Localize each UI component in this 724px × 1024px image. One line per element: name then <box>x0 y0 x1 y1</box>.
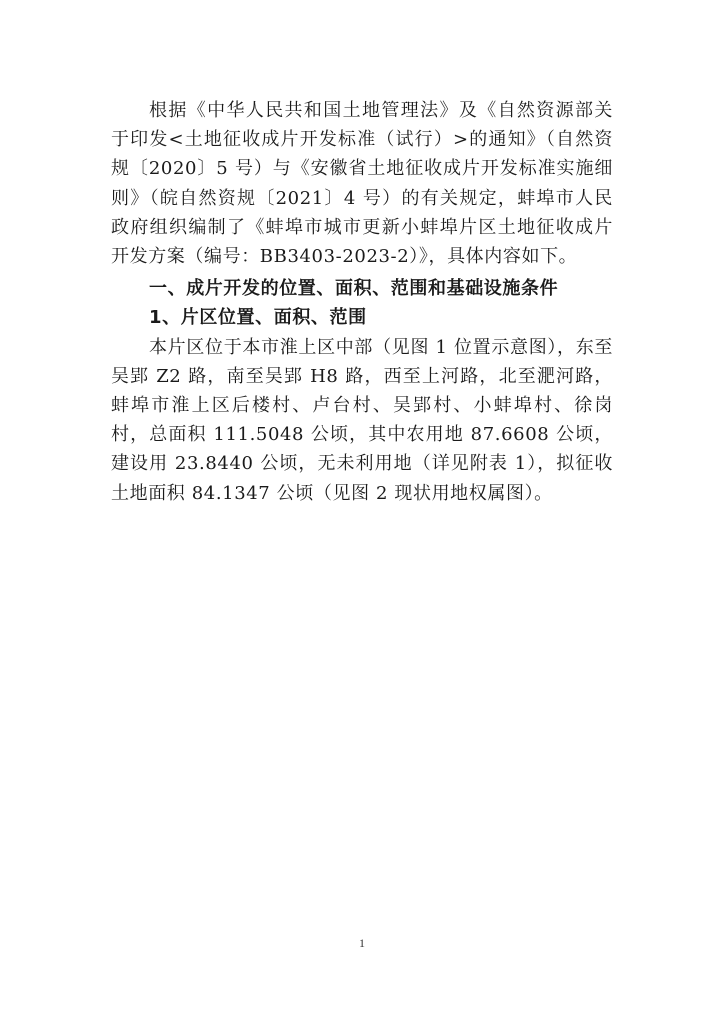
page-number: 1 <box>359 936 365 950</box>
location-paragraph: 本片区位于本市淮上区中部（见图 1 位置示意图），东至吴郢 Z2 路，南至吴郢 H8 路，西至上河路，北至淝河路，蚌埠市淮上区后楼村、卢台村、吴郢村、小蚌埠村、徐岗村，总面积 111.5048 公顷，其中农用地 87.6608 公顷，建设用 23.8440 公顷，无未利用地（详见附表 1），拟征收土地面积 84.1347 公顷（见图 2 现状用地权属图）。 <box>111 336 613 504</box>
subsection-heading: 1、片区位置、面积、范围 <box>149 307 367 329</box>
intro-paragraph: 根据《中华人民共和国土地管理法》及《自然资源部关于印发<土地征收成片开发标准（试行）>的通知》（自然资规〔2020〕5 号）与《安徽省土地征收成片开发标准实施细则》（皖自然资规〔2021〕4 号）的有关规定，蚌埠市人民政府组织编制了《蚌埠市城市更新小蚌埠片区土地征收成片开发方案（编号：BB3403-2023-2）》，具体内容如下。 <box>111 100 613 268</box>
document-body <box>111 96 613 508</box>
section-heading: 一、成片开发的位置、面积、范围和基础设施条件 <box>149 278 559 300</box>
